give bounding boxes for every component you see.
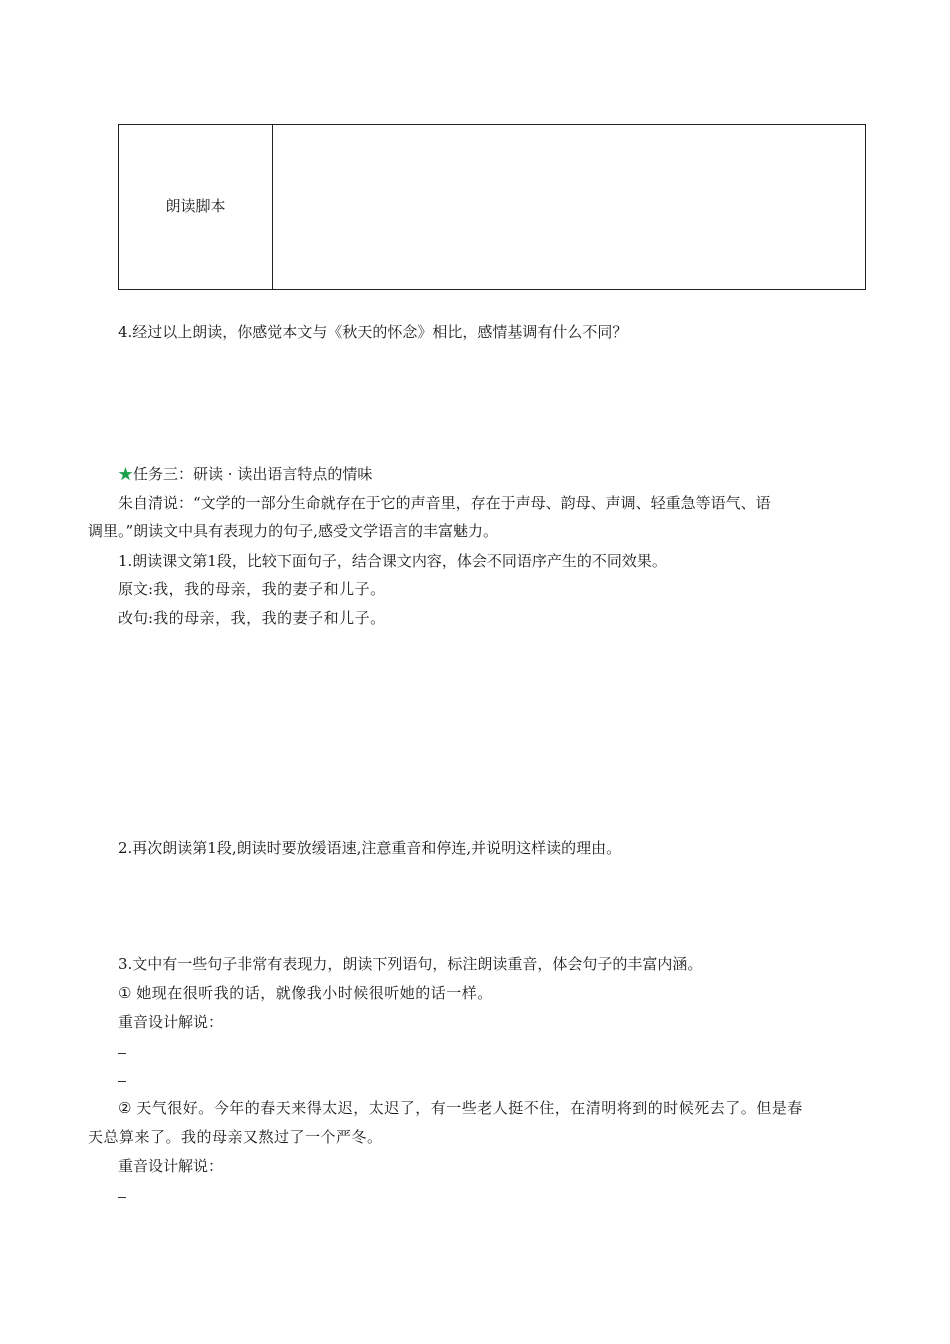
original-label: 原文: — [118, 580, 154, 598]
question-4: 4.经过以上朗读，你感觉本文与《秋天的怀念》相比，感情基调有什么不同？ — [118, 323, 628, 341]
answer-blank-2[interactable] — [118, 1068, 126, 1086]
sentence-2-line-1 — [118, 1097, 803, 1118]
question-2: 2.再次朗读第1段,朗读时要放缓语速,注意重音和停连,并说明这样读的理由。 — [118, 839, 622, 857]
answer-blank-1[interactable] — [118, 1040, 126, 1058]
sentence-1 — [118, 982, 493, 1003]
sentence-2-text-1: 天气很好。今年的春天来得太迟，太迟了，有一些老人挺不住，在清明将到的时候死去了。但是春 — [136, 1099, 803, 1117]
revised-label: 改句: — [118, 609, 154, 627]
revised-text: 我的母亲，我，我的妻子和儿子。 — [153, 609, 386, 627]
original-sentence — [118, 578, 386, 599]
reading-script-answer-cell[interactable] — [273, 125, 865, 289]
original-text: 我，我的母亲，我的妻子和儿子。 — [153, 580, 386, 598]
answer-blank-3[interactable] — [118, 1184, 126, 1202]
intro-line-2: 调里。”朗读文中具有表现力的句子,感受文学语言的丰富魅力。 — [88, 522, 498, 540]
reading-script-label: 朗读脚本 — [165, 197, 226, 215]
task3-title: 任务三：研读 · 读出语言特点的情味 — [133, 465, 373, 483]
reading-script-table — [118, 124, 866, 290]
star-icon: ★ — [118, 465, 134, 483]
sentence-1-text: 她现在很听我的话，就像我小时候很听她的话一样。 — [136, 984, 493, 1002]
sentence-2-number: ② — [118, 1099, 132, 1117]
question-1: 1.朗读课文第1段，比较下面句子，结合课文内容，体会不同语序产生的不同效果。 — [118, 552, 667, 570]
revised-sentence — [118, 607, 386, 628]
intro-line-1: 朱自清说：“文学的一部分生命就存在于它的声音里，存在于声母、韵母、声调、轻重急等语气、语 — [118, 494, 771, 512]
explain-label-1: 重音设计解说： — [118, 1013, 224, 1031]
question-3: 3.文中有一些句子非常有表现力，朗读下列语句，标注朗读重音，体会句子的丰富内涵。 — [118, 955, 703, 973]
sentence-1-number: ① — [118, 984, 132, 1002]
explain-label-2: 重音设计解说： — [118, 1157, 224, 1175]
task3-heading — [118, 463, 372, 484]
sentence-2-line-2: 天总算来了。我的母亲又熬过了一个严冬。 — [88, 1128, 383, 1146]
